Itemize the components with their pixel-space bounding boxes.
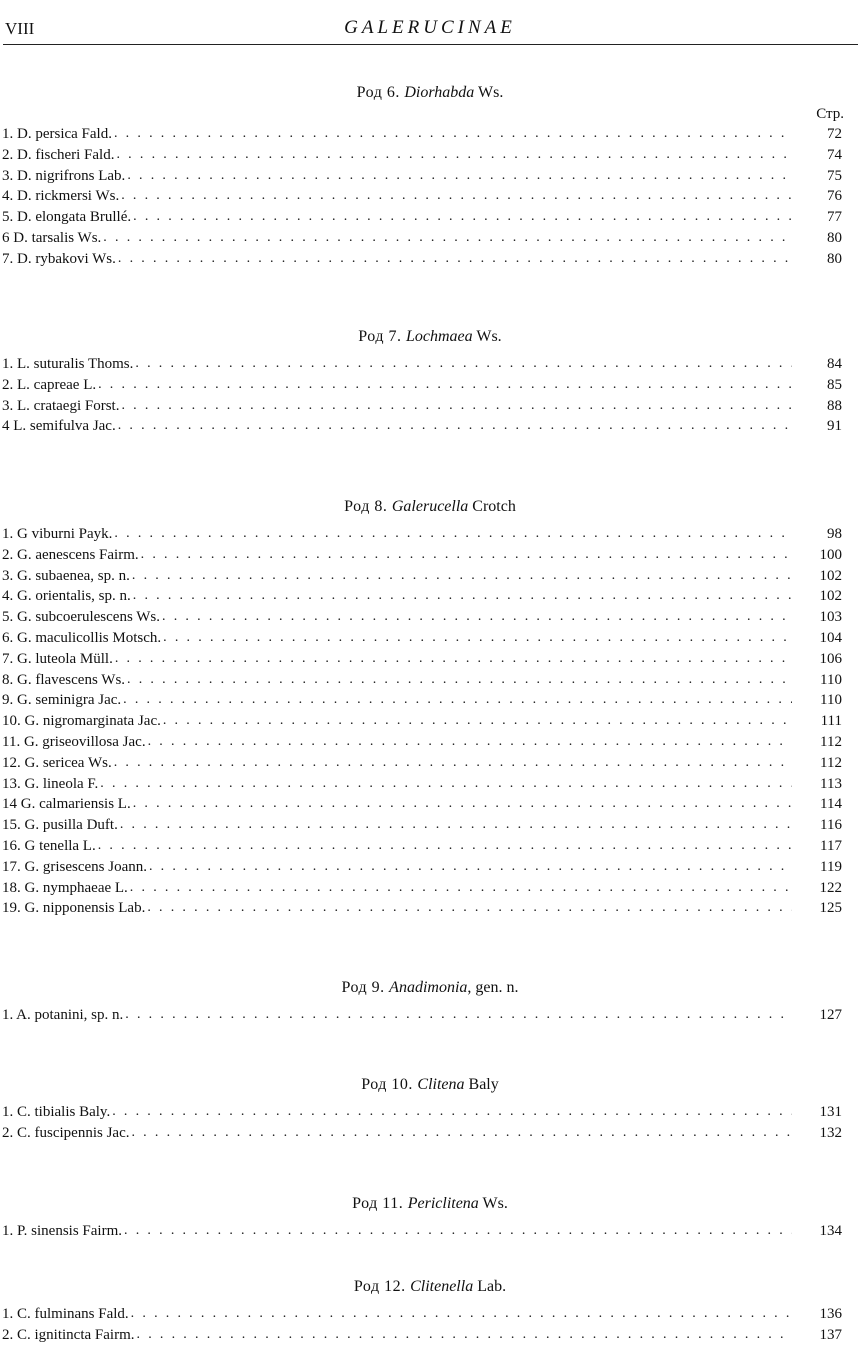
genus-name: Diorhabda xyxy=(404,84,475,101)
dot-leader xyxy=(163,711,792,732)
toc-entry xyxy=(0,878,860,899)
page-ref: 104 xyxy=(819,629,842,646)
toc-entry xyxy=(0,375,860,396)
dot-leader xyxy=(103,228,792,249)
toc-entry xyxy=(0,1123,860,1144)
dot-leader xyxy=(147,898,792,919)
dot-leader xyxy=(125,1005,792,1026)
page-ref: 88 xyxy=(827,397,842,414)
rod-label: Род 10. xyxy=(361,1076,418,1093)
dot-leader xyxy=(130,878,792,899)
toc-entry xyxy=(0,249,860,270)
species-name: 11. G. griseovillosa Jac. xyxy=(2,733,146,750)
dot-leader xyxy=(149,857,792,878)
rod-label: Род 6. xyxy=(356,84,405,101)
rod-label: Род 9. xyxy=(341,979,390,996)
page-ref: 80 xyxy=(827,250,842,267)
section-title xyxy=(0,326,860,348)
genus-author: , gen. n. xyxy=(467,979,519,996)
genus-section xyxy=(0,326,860,437)
page-ref: 85 xyxy=(827,376,842,393)
toc-entry xyxy=(0,566,860,587)
dot-leader xyxy=(118,249,792,270)
toc-entry xyxy=(0,1102,860,1123)
page-ref: 77 xyxy=(827,209,842,226)
page-ref: 100 xyxy=(819,546,842,563)
species-name: 15. G. pusilla Duft. xyxy=(2,817,118,834)
genus-name: Lochmaea xyxy=(405,328,473,345)
genus-author: Lab. xyxy=(473,1278,507,1295)
species-name: 18. G. nymphaeae L. xyxy=(2,879,128,896)
page-ref: 110 xyxy=(820,692,842,709)
species-name: 19. G. nipponensis Lab. xyxy=(2,900,146,917)
dot-leader xyxy=(118,416,792,437)
species-name: 9. G. seminigra Jac. xyxy=(2,692,122,709)
dot-leader xyxy=(127,166,792,187)
toc-entry xyxy=(0,1304,860,1325)
header-rule xyxy=(3,44,858,45)
toc-entry xyxy=(0,1005,860,1026)
genus-author: Ws. xyxy=(478,1195,508,1212)
page-ref: 91 xyxy=(827,418,842,435)
toc-entry xyxy=(0,207,860,228)
page-ref: 112 xyxy=(820,733,842,750)
species-name: 1. G viburni Payk. xyxy=(2,526,113,542)
dot-leader xyxy=(133,586,792,607)
dot-leader xyxy=(132,566,792,587)
section-title xyxy=(0,977,860,999)
genus-section xyxy=(0,977,860,1026)
species-name: 2. D. fischeri Fald. xyxy=(2,146,115,163)
dot-leader xyxy=(114,524,792,545)
page-ref: 110 xyxy=(820,671,842,688)
dot-leader xyxy=(124,1221,792,1242)
section-title xyxy=(0,1074,860,1096)
species-name: 4 L. semifulva Jac. xyxy=(2,418,116,435)
dot-leader xyxy=(121,396,792,417)
dot-leader xyxy=(112,1102,792,1123)
species-name: 1. C. tibialis Baly. xyxy=(2,1104,111,1120)
genus-author: Ws. xyxy=(472,328,502,345)
page-ref: 119 xyxy=(820,858,842,875)
species-name: 1. A. potanini, sp. n. xyxy=(2,1007,124,1023)
genus-section xyxy=(0,1276,860,1346)
genus-author: Baly xyxy=(464,1076,499,1093)
species-name: 2. G. aenescens Fairm. xyxy=(2,546,139,563)
toc-entry xyxy=(0,545,860,566)
species-name: 7. D. rybakovi Ws. xyxy=(2,250,116,267)
toc-entry xyxy=(0,649,860,670)
toc-entry xyxy=(0,396,860,417)
genus-name: Galerucella xyxy=(391,498,469,515)
genus-name: Anadimonia xyxy=(389,979,468,996)
toc-entry xyxy=(0,1221,860,1242)
section-title xyxy=(0,82,860,104)
dot-leader xyxy=(114,753,792,774)
toc-entry xyxy=(0,524,860,545)
page-ref: 76 xyxy=(827,188,842,205)
species-name: 5. G. subcoerulescens Ws. xyxy=(2,609,161,626)
dot-leader xyxy=(121,186,792,207)
toc-entry xyxy=(0,124,860,145)
dot-leader xyxy=(127,670,792,691)
species-name: 1. L. suturalis Thoms. xyxy=(2,356,134,372)
species-name: 16. G tenella L. xyxy=(2,837,96,854)
toc-entry xyxy=(0,690,860,711)
species-name: 17. G. grisescens Joann. xyxy=(2,858,147,875)
section-title xyxy=(0,496,860,518)
rod-label: Род 12. xyxy=(353,1278,411,1295)
species-name: 1. P. sinensis Fairm. xyxy=(2,1223,123,1239)
genus-name: Periclitena xyxy=(407,1195,479,1212)
page-ref: 131 xyxy=(819,1104,842,1120)
page-ref: 134 xyxy=(819,1223,842,1239)
dot-leader xyxy=(131,1304,792,1325)
species-name: 7. G. luteola Müll. xyxy=(2,650,113,667)
section-title xyxy=(0,1193,860,1215)
page-ref: 127 xyxy=(819,1007,842,1023)
page-ref: 113 xyxy=(820,775,842,792)
page-ref: 72 xyxy=(827,126,842,142)
page-ref: 106 xyxy=(819,650,842,667)
genus-author: Ws. xyxy=(474,84,504,101)
toc-entry xyxy=(0,628,860,649)
dot-leader xyxy=(148,732,792,753)
toc-entry xyxy=(0,166,860,187)
page-ref: 117 xyxy=(820,837,842,854)
species-name: 3. D. nigrifrons Lab. xyxy=(2,167,126,184)
toc-entry xyxy=(0,753,860,774)
page-column-label: Стр. xyxy=(816,106,844,122)
species-name: 1. C. fulminans Fald. xyxy=(2,1306,129,1322)
toc-entry xyxy=(0,145,860,166)
species-name: 4. D. rickmersi Ws. xyxy=(2,188,120,205)
dot-leader xyxy=(141,545,792,566)
genus-section xyxy=(0,496,860,919)
page-ref: 114 xyxy=(820,796,842,813)
page-ref: 103 xyxy=(819,609,842,626)
dot-leader xyxy=(98,375,792,396)
toc-entry xyxy=(0,586,860,607)
toc-entry xyxy=(0,354,860,375)
toc-entry xyxy=(0,186,860,207)
species-name: 3. L. crataegi Forst. xyxy=(2,397,120,414)
toc-entry xyxy=(0,836,860,857)
species-name: 14 G. calmariensis L. xyxy=(2,796,131,813)
dot-leader xyxy=(133,207,792,228)
dot-leader xyxy=(114,124,792,145)
page-ref: 98 xyxy=(827,526,842,542)
toc-entry xyxy=(0,711,860,732)
toc-entry xyxy=(0,1325,860,1346)
page-ref: 136 xyxy=(819,1306,842,1322)
species-name: 8. G. flavescens Ws. xyxy=(2,671,126,688)
page-ref: 132 xyxy=(819,1124,842,1141)
genus-section xyxy=(0,82,860,270)
page-ref: 80 xyxy=(827,229,842,246)
genus-section xyxy=(0,1074,860,1144)
running-title: GALERUCINAE xyxy=(344,17,516,38)
species-name: 2. C. fuscipennis Jac. xyxy=(2,1124,130,1141)
species-name: 5. D. elongata Brullé. xyxy=(2,209,132,226)
toc-entry xyxy=(0,898,860,919)
genus-author: Crotch xyxy=(468,498,516,515)
dot-leader xyxy=(131,1123,792,1144)
page-ref: 84 xyxy=(827,356,842,372)
dot-leader xyxy=(123,690,792,711)
rod-label: Род 11. xyxy=(352,1195,408,1212)
species-name: 12. G. sericea Ws. xyxy=(2,754,112,771)
dot-leader xyxy=(133,794,792,815)
section-title xyxy=(0,1276,860,1298)
dot-leader xyxy=(162,607,792,628)
page-ref: 137 xyxy=(819,1326,842,1343)
page-ref: 75 xyxy=(827,167,842,184)
species-name: 10. G. nigromarginata Jac. xyxy=(2,713,161,730)
toc-entry xyxy=(0,794,860,815)
species-name: 2. C. ignitincta Fairm. xyxy=(2,1326,135,1343)
genus-name: Clitena xyxy=(417,1076,465,1093)
species-name: 4. G. orientalis, sp. n. xyxy=(2,588,131,605)
species-name: 13. G. lineola F. xyxy=(2,775,99,792)
dot-leader xyxy=(135,354,792,375)
page-ref: 74 xyxy=(827,146,842,163)
species-name: 2. L. capreae L. xyxy=(2,376,97,393)
dot-leader xyxy=(98,836,792,857)
species-name: 1. D. persica Fald. xyxy=(2,126,112,142)
rod-label: Род 7. xyxy=(358,328,406,345)
genus-name: Clitenella xyxy=(410,1278,474,1295)
page-ref: 102 xyxy=(819,567,842,584)
toc-entry xyxy=(0,416,860,437)
dot-leader xyxy=(120,815,792,836)
dot-leader xyxy=(163,628,792,649)
page-ref: 125 xyxy=(819,900,842,917)
toc-entry xyxy=(0,857,860,878)
genus-section xyxy=(0,1193,860,1242)
rod-label: Род 8. xyxy=(344,498,392,515)
toc-entry xyxy=(0,815,860,836)
page-ref: 102 xyxy=(819,588,842,605)
toc-entry xyxy=(0,607,860,628)
toc-entry xyxy=(0,228,860,249)
page-ref: 111 xyxy=(820,713,842,730)
toc-entry xyxy=(0,732,860,753)
species-name: 6 D. tarsalis Ws. xyxy=(2,229,102,246)
toc-entry xyxy=(0,670,860,691)
dot-leader xyxy=(137,1325,793,1346)
dot-leader xyxy=(100,774,792,795)
dot-leader xyxy=(115,649,792,670)
page-ref: 122 xyxy=(819,879,842,896)
species-name: 6. G. maculicollis Motsch. xyxy=(2,629,162,646)
species-name: 3. G. subaenea, sp. n. xyxy=(2,567,130,584)
page-ref: 112 xyxy=(820,754,842,771)
page-number: VIII xyxy=(5,19,35,38)
toc-entry xyxy=(0,774,860,795)
page-ref: 116 xyxy=(820,817,842,834)
page-header xyxy=(0,0,860,46)
dot-leader xyxy=(116,145,792,166)
